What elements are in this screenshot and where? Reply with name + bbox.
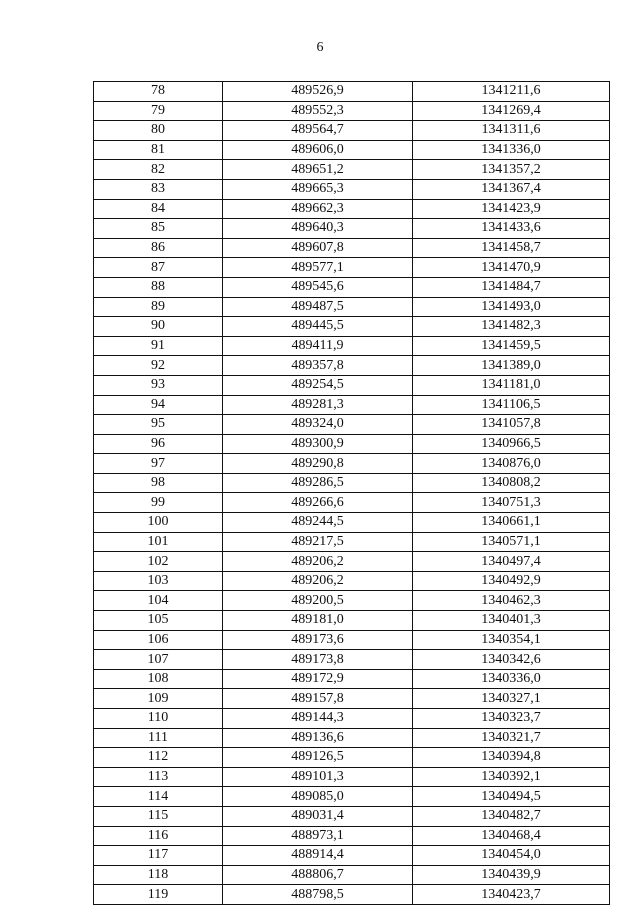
x-coordinate-cell: 489157,8 <box>223 689 413 709</box>
point-number-cell: 106 <box>94 630 223 650</box>
point-number-cell: 89 <box>94 297 223 317</box>
y-coordinate-cell: 1341357,2 <box>413 160 610 180</box>
table-row <box>94 454 610 474</box>
y-coordinate-cell: 1341057,8 <box>413 415 610 435</box>
point-number-cell: 115 <box>94 806 223 826</box>
x-coordinate-cell: 489651,2 <box>223 160 413 180</box>
point-number-cell: 90 <box>94 317 223 337</box>
x-coordinate-cell: 489206,2 <box>223 552 413 572</box>
point-number-cell: 83 <box>94 179 223 199</box>
y-coordinate-cell: 1340336,0 <box>413 669 610 689</box>
y-coordinate-cell: 1341336,0 <box>413 140 610 160</box>
x-coordinate-cell: 489411,9 <box>223 336 413 356</box>
table-row <box>94 375 610 395</box>
x-coordinate-cell: 489085,0 <box>223 787 413 807</box>
table-row <box>94 885 610 905</box>
point-number-cell: 88 <box>94 277 223 297</box>
point-number-cell: 85 <box>94 219 223 239</box>
x-coordinate-cell: 489266,6 <box>223 493 413 513</box>
table-row <box>94 336 610 356</box>
x-coordinate-cell: 489665,3 <box>223 179 413 199</box>
y-coordinate-cell: 1340439,9 <box>413 865 610 885</box>
x-coordinate-cell: 489126,5 <box>223 748 413 768</box>
x-coordinate-cell: 489607,8 <box>223 238 413 258</box>
x-coordinate-cell: 488973,1 <box>223 826 413 846</box>
x-coordinate-cell: 489173,6 <box>223 630 413 650</box>
point-number-cell: 101 <box>94 532 223 552</box>
table-row <box>94 82 610 102</box>
x-coordinate-cell: 489640,3 <box>223 219 413 239</box>
x-coordinate-cell: 489031,4 <box>223 806 413 826</box>
table-row <box>94 219 610 239</box>
x-coordinate-cell: 489545,6 <box>223 277 413 297</box>
y-coordinate-cell: 1340966,5 <box>413 434 610 454</box>
point-number-cell: 103 <box>94 571 223 591</box>
x-coordinate-cell: 489324,0 <box>223 415 413 435</box>
x-coordinate-cell: 489357,8 <box>223 356 413 376</box>
table-row <box>94 611 610 631</box>
point-number-cell: 119 <box>94 885 223 905</box>
table-row <box>94 826 610 846</box>
table-row <box>94 689 610 709</box>
point-number-cell: 84 <box>94 199 223 219</box>
x-coordinate-cell: 489254,5 <box>223 375 413 395</box>
x-coordinate-cell: 489144,3 <box>223 709 413 729</box>
x-coordinate-cell: 489136,6 <box>223 728 413 748</box>
point-number-cell: 105 <box>94 611 223 631</box>
y-coordinate-cell: 1341389,0 <box>413 356 610 376</box>
y-coordinate-cell: 1340462,3 <box>413 591 610 611</box>
point-number-cell: 99 <box>94 493 223 513</box>
y-coordinate-cell: 1341458,7 <box>413 238 610 258</box>
y-coordinate-cell: 1340571,1 <box>413 532 610 552</box>
table-row <box>94 238 610 258</box>
y-coordinate-cell: 1340494,5 <box>413 787 610 807</box>
point-number-cell: 102 <box>94 552 223 572</box>
table-row <box>94 571 610 591</box>
x-coordinate-cell: 489200,5 <box>223 591 413 611</box>
x-coordinate-cell: 489606,0 <box>223 140 413 160</box>
y-coordinate-cell: 1340482,7 <box>413 806 610 826</box>
y-coordinate-cell: 1340342,6 <box>413 650 610 670</box>
x-coordinate-cell: 489290,8 <box>223 454 413 474</box>
y-coordinate-cell: 1340327,1 <box>413 689 610 709</box>
table-row <box>94 356 610 376</box>
y-coordinate-cell: 1341470,9 <box>413 258 610 278</box>
table-row <box>94 865 610 885</box>
x-coordinate-cell: 489300,9 <box>223 434 413 454</box>
coordinates-table <box>93 81 610 905</box>
table-row <box>94 258 610 278</box>
point-number-cell: 78 <box>94 82 223 102</box>
point-number-cell: 114 <box>94 787 223 807</box>
point-number-cell: 86 <box>94 238 223 258</box>
x-coordinate-cell: 488798,5 <box>223 885 413 905</box>
x-coordinate-cell: 489101,3 <box>223 767 413 787</box>
point-number-cell: 113 <box>94 767 223 787</box>
y-coordinate-cell: 1341269,4 <box>413 101 610 121</box>
x-coordinate-cell: 489244,5 <box>223 513 413 533</box>
y-coordinate-cell: 1341423,9 <box>413 199 610 219</box>
x-coordinate-cell: 489662,3 <box>223 199 413 219</box>
point-number-cell: 110 <box>94 709 223 729</box>
point-number-cell: 92 <box>94 356 223 376</box>
y-coordinate-cell: 1341482,3 <box>413 317 610 337</box>
x-coordinate-cell: 488914,4 <box>223 846 413 866</box>
x-coordinate-cell: 489281,3 <box>223 395 413 415</box>
y-coordinate-cell: 1341459,5 <box>413 336 610 356</box>
y-coordinate-cell: 1341311,6 <box>413 121 610 141</box>
table-row <box>94 297 610 317</box>
x-coordinate-cell: 489564,7 <box>223 121 413 141</box>
y-coordinate-cell: 1340392,1 <box>413 767 610 787</box>
point-number-cell: 104 <box>94 591 223 611</box>
table-row <box>94 630 610 650</box>
y-coordinate-cell: 1340401,3 <box>413 611 610 631</box>
x-coordinate-cell: 489173,8 <box>223 650 413 670</box>
y-coordinate-cell: 1340808,2 <box>413 473 610 493</box>
y-coordinate-cell: 1341493,0 <box>413 297 610 317</box>
table-row <box>94 669 610 689</box>
x-coordinate-cell: 489181,0 <box>223 611 413 631</box>
y-coordinate-cell: 1341211,6 <box>413 82 610 102</box>
x-coordinate-cell: 489206,2 <box>223 571 413 591</box>
table-row <box>94 179 610 199</box>
table-row <box>94 806 610 826</box>
point-number-cell: 100 <box>94 513 223 533</box>
x-coordinate-cell: 489445,5 <box>223 317 413 337</box>
x-coordinate-cell: 489552,3 <box>223 101 413 121</box>
x-coordinate-cell: 489577,1 <box>223 258 413 278</box>
y-coordinate-cell: 1340423,7 <box>413 885 610 905</box>
point-number-cell: 93 <box>94 375 223 395</box>
y-coordinate-cell: 1341106,5 <box>413 395 610 415</box>
y-coordinate-cell: 1340323,7 <box>413 709 610 729</box>
table-row <box>94 415 610 435</box>
table-row <box>94 748 610 768</box>
y-coordinate-cell: 1340497,4 <box>413 552 610 572</box>
y-coordinate-cell: 1341367,4 <box>413 179 610 199</box>
point-number-cell: 81 <box>94 140 223 160</box>
y-coordinate-cell: 1340876,0 <box>413 454 610 474</box>
table-row <box>94 709 610 729</box>
y-coordinate-cell: 1341433,6 <box>413 219 610 239</box>
table-row <box>94 513 610 533</box>
table-row <box>94 121 610 141</box>
x-coordinate-cell: 489217,5 <box>223 532 413 552</box>
point-number-cell: 96 <box>94 434 223 454</box>
x-coordinate-cell: 489487,5 <box>223 297 413 317</box>
point-number-cell: 109 <box>94 689 223 709</box>
table-row <box>94 728 610 748</box>
point-number-cell: 94 <box>94 395 223 415</box>
y-coordinate-cell: 1340661,1 <box>413 513 610 533</box>
table-row <box>94 767 610 787</box>
x-coordinate-cell: 489526,9 <box>223 82 413 102</box>
table-row <box>94 395 610 415</box>
y-coordinate-cell: 1340454,0 <box>413 846 610 866</box>
table-row <box>94 473 610 493</box>
table-row <box>94 650 610 670</box>
table-row <box>94 591 610 611</box>
point-number-cell: 87 <box>94 258 223 278</box>
y-coordinate-cell: 1340354,1 <box>413 630 610 650</box>
table-row <box>94 317 610 337</box>
table-row <box>94 277 610 297</box>
y-coordinate-cell: 1340751,3 <box>413 493 610 513</box>
x-coordinate-cell: 488806,7 <box>223 865 413 885</box>
point-number-cell: 117 <box>94 846 223 866</box>
table-row <box>94 787 610 807</box>
point-number-cell: 108 <box>94 669 223 689</box>
point-number-cell: 79 <box>94 101 223 121</box>
point-number-cell: 111 <box>94 728 223 748</box>
point-number-cell: 91 <box>94 336 223 356</box>
point-number-cell: 97 <box>94 454 223 474</box>
point-number-cell: 98 <box>94 473 223 493</box>
table-row <box>94 532 610 552</box>
table-row <box>94 199 610 219</box>
point-number-cell: 95 <box>94 415 223 435</box>
y-coordinate-cell: 1341484,7 <box>413 277 610 297</box>
x-coordinate-cell: 489286,5 <box>223 473 413 493</box>
y-coordinate-cell: 1340394,8 <box>413 748 610 768</box>
table-row <box>94 140 610 160</box>
point-number-cell: 112 <box>94 748 223 768</box>
y-coordinate-cell: 1341181,0 <box>413 375 610 395</box>
x-coordinate-cell: 489172,9 <box>223 669 413 689</box>
point-number-cell: 107 <box>94 650 223 670</box>
y-coordinate-cell: 1340468,4 <box>413 826 610 846</box>
y-coordinate-cell: 1340492,9 <box>413 571 610 591</box>
table-row <box>94 493 610 513</box>
point-number-cell: 80 <box>94 121 223 141</box>
point-number-cell: 118 <box>94 865 223 885</box>
table-row <box>94 552 610 572</box>
coordinates-table-body <box>94 82 610 905</box>
table-row <box>94 434 610 454</box>
point-number-cell: 116 <box>94 826 223 846</box>
y-coordinate-cell: 1340321,7 <box>413 728 610 748</box>
table-row <box>94 846 610 866</box>
table-row <box>94 160 610 180</box>
table-row <box>94 101 610 121</box>
page-number: 6 <box>316 40 324 55</box>
point-number-cell: 82 <box>94 160 223 180</box>
